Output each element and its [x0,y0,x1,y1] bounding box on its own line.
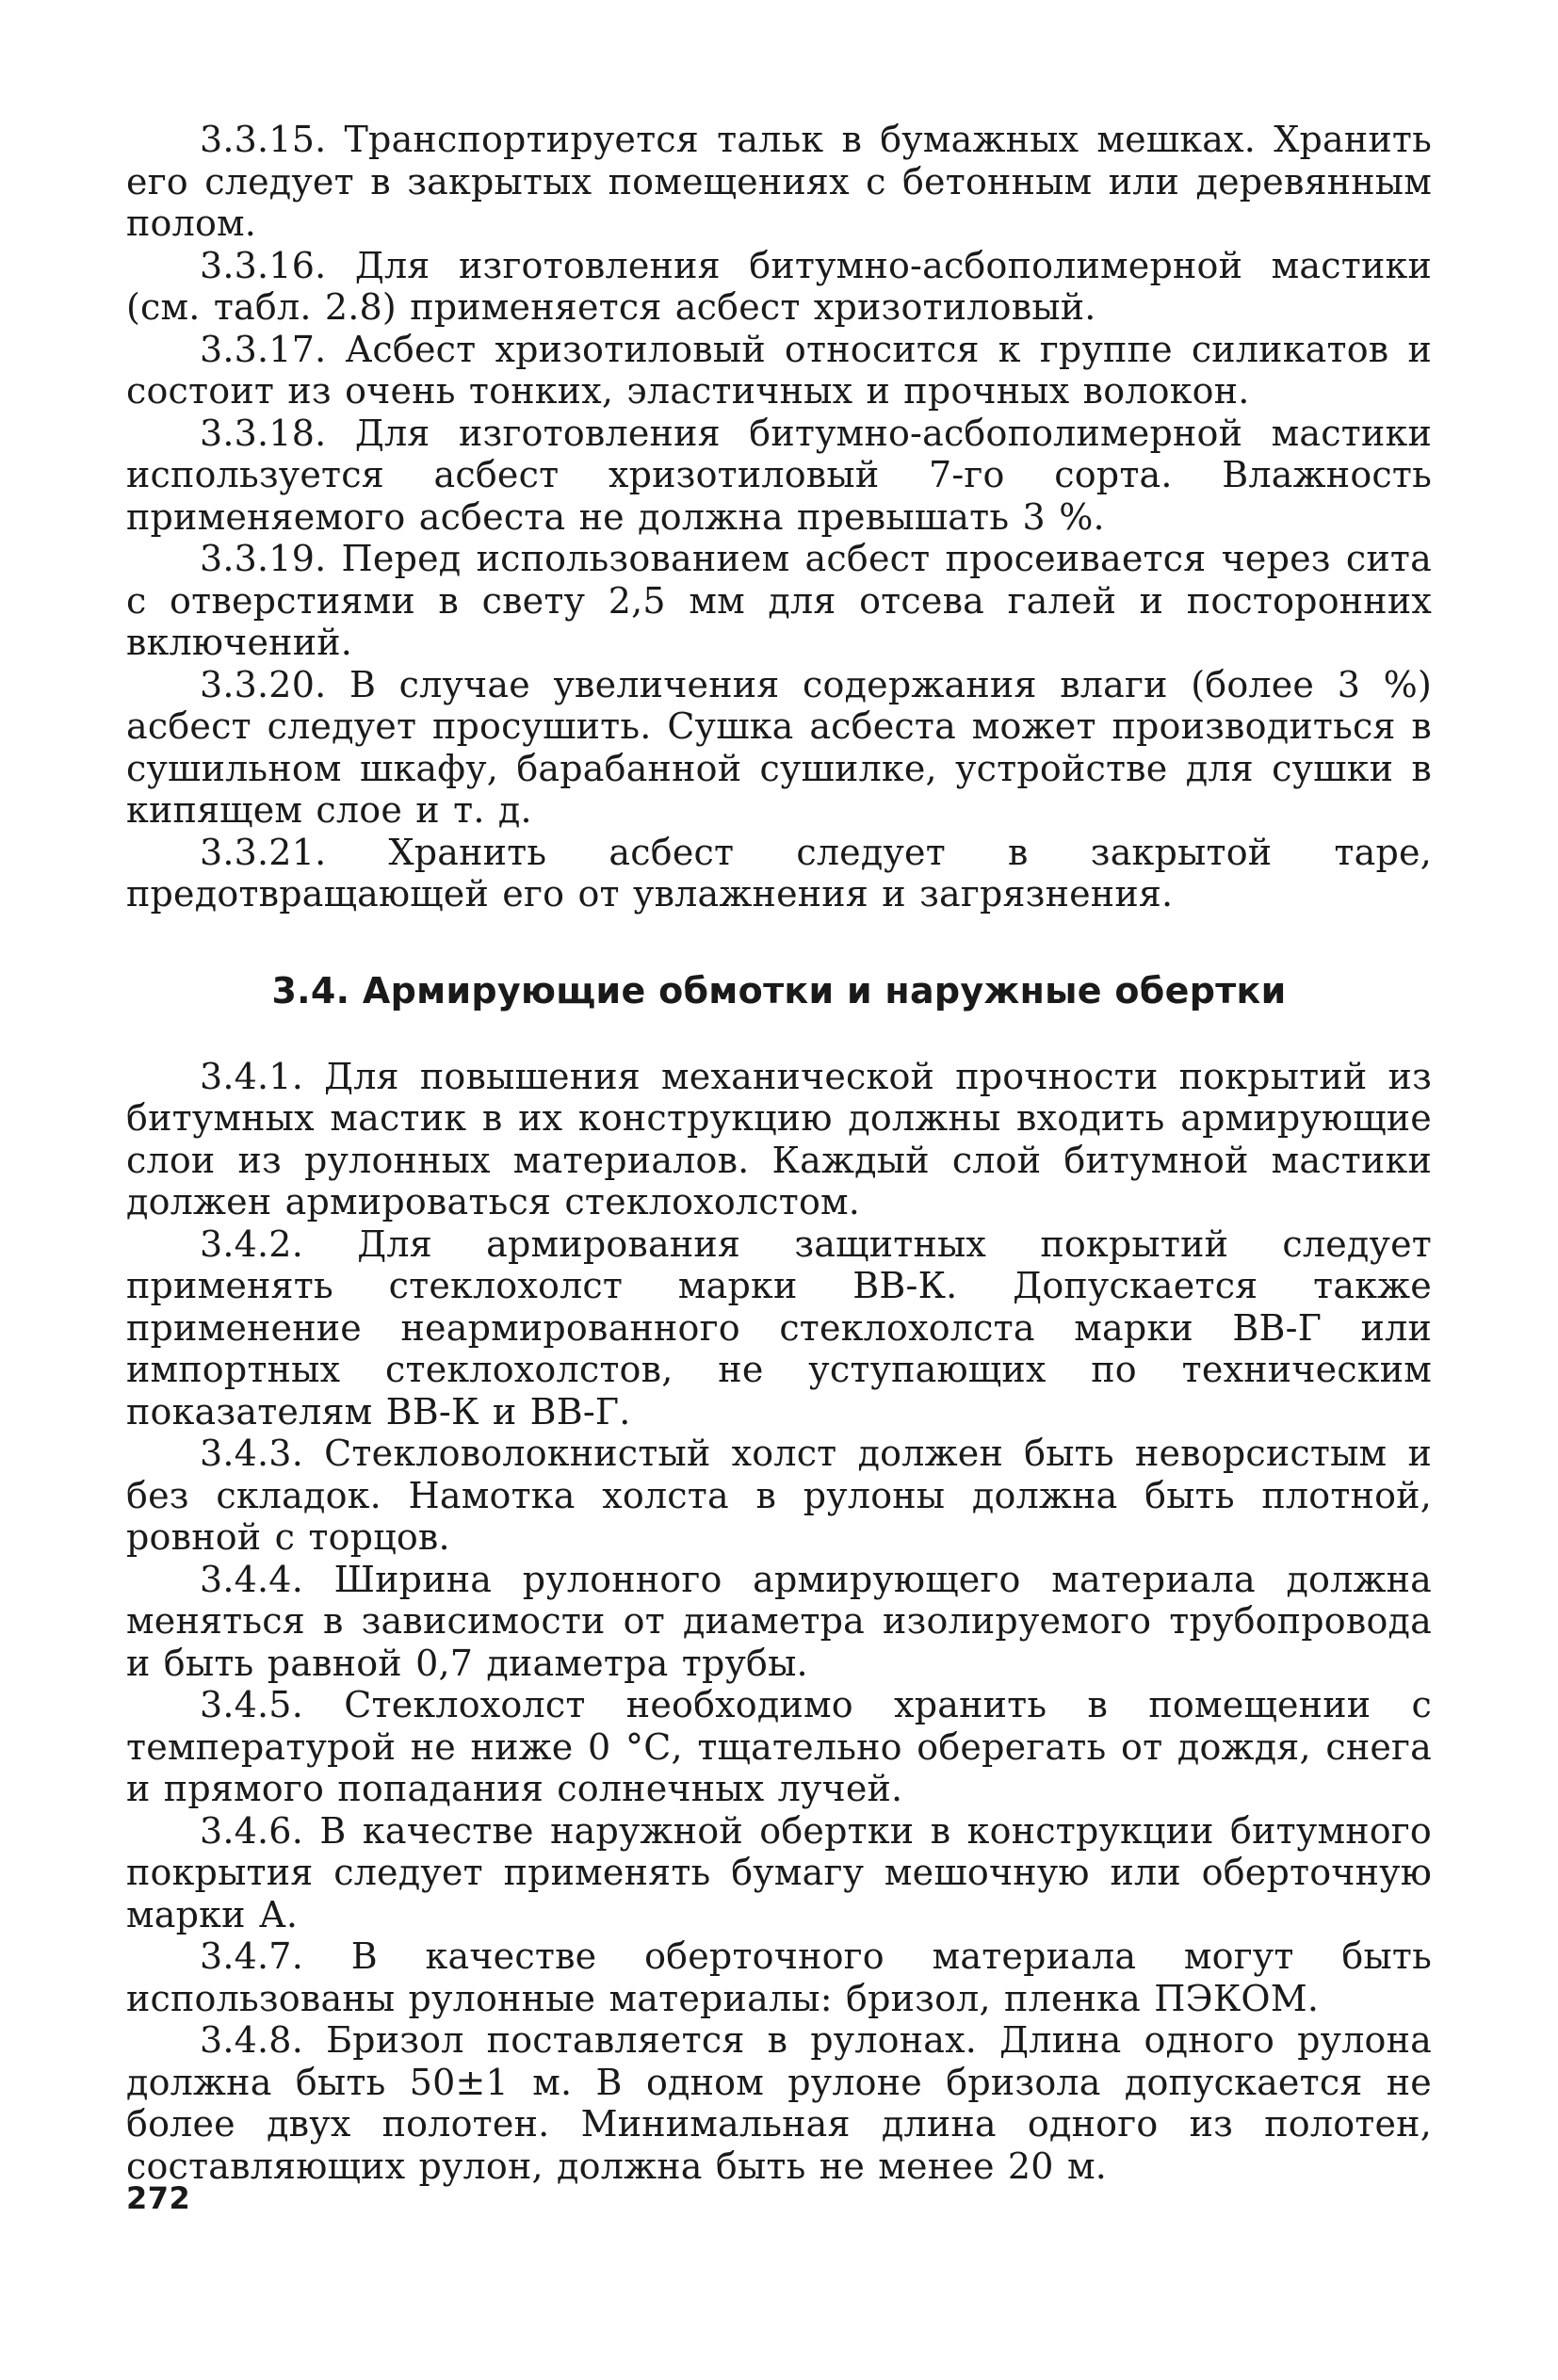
paragraph-3-4-8 [126,2019,1432,2187]
paragraph-text: Хранить асбест следует в закрытой таре, предотвращающей его от увлажнения и загрязнения. [126,831,1433,915]
paragraph-number: 3.3.20. [200,663,327,705]
paragraph-text: В качестве оберточного материала могут быть использованы рулонные материалы: бризол, пленка ПЭКОМ. [126,1935,1433,2019]
paragraph-3-4-5 [126,1684,1432,1810]
paragraph-3-3-17 [126,329,1432,413]
paragraph-3-4-4 [126,1559,1432,1685]
page-body [126,119,1432,2187]
paragraph-3-3-19 [126,538,1432,664]
paragraph-3-3-18 [126,413,1432,539]
paragraph-text: Стекловолокнистый холст должен быть неворсистым и без складок. Намотка холста в рулоны должна быть плотной, ровной с торцов. [126,1433,1432,1558]
paragraph-text: Для повышения механической прочности покрытий из битумных мастик в их конструкцию должны входить армирующие слои из рулонных материалов. Каждый слой битумной мастики должен армироваться стеклохолстом. [126,1055,1433,1222]
paragraph-text: Транспортируется тальк в бумажных мешках. Хранить его следует в закрытых помещениях с бетонным или деревянным полом. [126,119,1432,244]
paragraph-text: В случае увеличения содержания влаги (более 3 %) асбест следует просушить. Сушка асбеста может производиться в сушильном шкафу, барабанной сушилке, устройстве для сушки в кипящем слое и т. д. [126,663,1432,831]
paragraph-text: Бризол поставляется в рулонах. Длина одного рулона должна быть 50±1 м. В одном рулоне бризола допускается не более двух полотен. Минимальная длина одного из полотен, составляющих рулон, должна быть не менее 20 м. [126,2019,1432,2187]
paragraph-number: 3.4.3. [200,1433,303,1474]
paragraph-number: 3.3.17. [200,328,327,370]
paragraph-number: 3.4.6. [200,1809,303,1852]
paragraph-3-4-7 [126,1935,1432,2019]
paragraph-number: 3.4.5. [200,1684,303,1725]
paragraph-number: 3.3.19. [200,538,327,579]
paragraph-3-3-15 [126,119,1432,245]
paragraph-3-4-3 [126,1433,1432,1559]
paragraph-number: 3.3.18. [200,412,327,454]
paragraph-text: Для изготовления битумно-асбополимерной мастики (см. табл. 2.8) применяется асбест хризотиловый. [126,244,1432,328]
paragraph-3-3-20 [126,664,1432,832]
paragraph-text: Ширина рулонного армирующего материала должна меняться в зависимости от диаметра изолируемого трубопровода и быть равной 0,7 диаметра трубы. [126,1558,1433,1684]
paragraph-3-4-1 [126,1056,1432,1223]
paragraph-number: 3.3.16. [200,244,327,286]
paragraph-number: 3.4.8. [200,2019,303,2061]
page-number: 272 [126,2180,191,2216]
paragraph-number: 3.4.7. [200,1935,303,1977]
paragraph-text: Стеклохолст необходимо хранить в помещении с температурой не ниже 0 °С, тщательно оберегать от дождя, снега и прямого попадания солнечных лучей. [126,1684,1432,1809]
paragraph-text: Для изготовления битумно-асбополимерной мастики используется асбест хризотиловый 7-го сорта. Влажность применяемого асбеста не должна превышать 3 %. [126,412,1432,538]
paragraph-text: Асбест хризотиловый относится к группе силикатов и состоит из очень тонких, эластичных и прочных волокон. [126,328,1432,412]
section-heading: 3.4. Армирующие обмотки и наружные обертки [271,969,1287,1012]
paragraph-3-4-6 [126,1810,1432,1936]
paragraph-3-4-2 [126,1223,1432,1433]
paragraph-3-3-21 [126,832,1432,915]
paragraph-text: Для армирования защитных покрытий следует применять стеклохолст марки ВВ-К. Допускается также применение неармированного стеклохолста марки ВВ-Г или импортных стеклохолстов, не уступающих по техническим показателям ВВ-К и ВВ-Г. [126,1222,1432,1433]
paragraph-text: В качестве наружной обертки в конструкции битумного покрытия следует применять бумагу мешочную или оберточную марки А. [126,1809,1432,1935]
paragraph-number: 3.3.21. [200,831,327,873]
paragraph-3-3-16 [126,245,1432,329]
paragraph-text: Перед использованием асбест просеивается через сита с отверстиями в свету 2,5 мм для отсева галей и посторонних включений. [126,538,1432,663]
paragraph-number: 3.3.15. [200,119,327,160]
paragraph-number: 3.4.2. [200,1222,303,1265]
paragraph-number: 3.4.1. [200,1055,303,1097]
paragraph-number: 3.4.4. [200,1558,303,1600]
